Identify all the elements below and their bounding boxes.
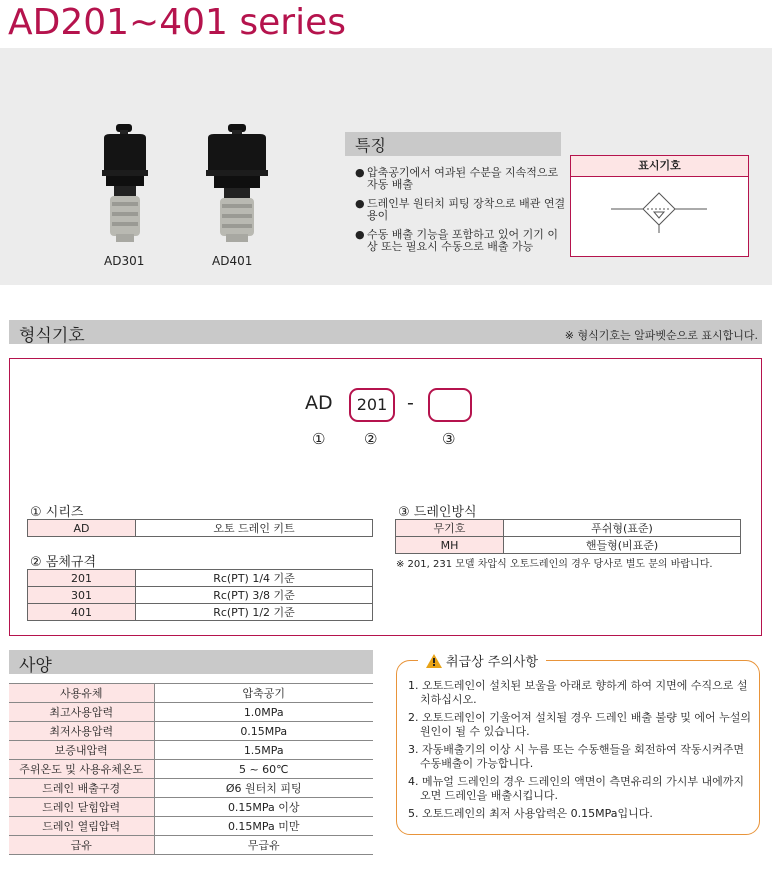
bullet-icon: ● — [355, 228, 365, 241]
product-label-ad401: AD401 — [212, 254, 253, 268]
caution-item: 3. 자동배출기의 이상 시 누름 또는 수동핸들을 회전하여 작동시켜주면 수동배출이 가능합니다. — [408, 743, 744, 770]
feature-item: ● 압축공기에서 여과된 수분을 지속적으로 자동 배출 — [355, 166, 559, 191]
table-row — [9, 817, 373, 836]
body-size-code: 301 — [28, 587, 136, 604]
body-size-code: 401 — [28, 604, 136, 621]
drain-type-code: MH — [396, 537, 504, 554]
table-row — [9, 779, 373, 798]
spec-table — [9, 683, 373, 855]
table-row — [9, 722, 373, 741]
series-title: ① 시리즈 — [30, 505, 84, 520]
spec-key: 급유 — [9, 836, 154, 855]
body-size-table — [27, 569, 373, 621]
spec-value: 0.15MPa 미만 — [154, 817, 373, 836]
product-image-ad301 — [96, 124, 154, 248]
drain-type-desc: 푸쉬형(표준) — [504, 520, 741, 537]
drain-type-note: ※ 201, 231 모델 차압식 오토드레인의 경우 당사로 별도 문의 바랍니다. — [396, 559, 713, 570]
body-size-desc: Rc(PT) 1/4 기준 — [136, 570, 373, 587]
model-code-drain-box — [428, 388, 472, 422]
table-row — [9, 741, 373, 760]
spec-value: 1.0MPa — [154, 703, 373, 722]
model-section-header: 형식기호 — [9, 320, 762, 344]
symbol-header: 표시기호 — [571, 156, 748, 177]
model-code-body-box: 201 — [349, 388, 395, 422]
spec-value: 0.15MPa 이상 — [154, 798, 373, 817]
table-row — [9, 760, 373, 779]
table-row — [28, 604, 373, 621]
caution-item: 2. 오토드레인이 기울어져 설치될 경우 드레인 배출 불량 및 에어 누설의 원인이 될 수 있습니다. — [408, 711, 751, 738]
caution-title: 취급상 주의사항 — [418, 651, 546, 670]
caution-item: 1. 오토드레인이 설치된 보울을 아래로 향하게 하여 지면에 수직으로 설치하십시오. — [408, 679, 748, 706]
series-table — [27, 519, 373, 537]
spec-key: 주위온도 및 사용유체온도 — [9, 760, 154, 779]
spec-key: 드레인 배출구경 — [9, 779, 154, 798]
product-image-ad401 — [204, 124, 270, 248]
table-row — [9, 703, 373, 722]
table-row — [396, 520, 741, 537]
spec-key: 드레인 열림압력 — [9, 817, 154, 836]
series-desc: 오토 드레인 키트 — [136, 520, 373, 537]
spec-value: 5 ~ 60℃ — [154, 760, 373, 779]
caution-item: 5. 오토드레인의 최저 사용압력은 0.15MPa입니다. — [408, 807, 653, 820]
spec-value: Ø6 원터치 피팅 — [154, 779, 373, 798]
body-size-code: 201 — [28, 570, 136, 587]
model-num-2: ② — [364, 430, 378, 448]
spec-value: 압축공기 — [154, 684, 373, 703]
spec-key: 드레인 닫힘압력 — [9, 798, 154, 817]
model-num-1: ① — [312, 430, 326, 448]
model-note: ※ 형식기호는 알파벳순으로 표시합니다. — [564, 329, 758, 342]
drain-type-table — [395, 519, 741, 554]
table-row — [28, 520, 373, 537]
series-code: AD — [28, 520, 136, 537]
spec-key: 최고사용압력 — [9, 703, 154, 722]
spec-section-header: 사양 — [9, 650, 373, 674]
features-header: 특징 — [345, 132, 561, 156]
page-title: AD201~401 series — [8, 2, 346, 43]
body-size-desc: Rc(PT) 1/2 기준 — [136, 604, 373, 621]
feature-item: ● 드레인부 원터치 피팅 장착으로 배관 연결 용이 — [355, 197, 566, 222]
drain-type-title: ③ 드레인방식 — [398, 505, 477, 520]
spec-key: 최저사용압력 — [9, 722, 154, 741]
table-row — [28, 570, 373, 587]
body-size-title: ② 몸체규격 — [30, 555, 97, 570]
spec-key: 사용유체 — [9, 684, 154, 703]
model-code-prefix: AD — [305, 392, 333, 414]
drain-type-code: 무기호 — [396, 520, 504, 537]
warning-icon — [426, 654, 442, 668]
spec-value: 무급유 — [154, 836, 373, 855]
model-num-3: ③ — [442, 430, 456, 448]
product-label-ad301: AD301 — [104, 254, 145, 268]
symbol-box — [570, 155, 749, 257]
model-code-dash: - — [407, 392, 414, 414]
table-row — [9, 836, 373, 855]
table-row — [396, 537, 741, 554]
spec-key: 보증내압력 — [9, 741, 154, 760]
caution-item: 4. 메뉴얼 드레인의 경우 드레인의 액면이 측면유리의 가시부 내에까지 오면 드레인을 배출시킵니다. — [408, 775, 744, 802]
bullet-icon: ● — [355, 197, 365, 210]
spec-value: 1.5MPa — [154, 741, 373, 760]
table-row — [9, 798, 373, 817]
feature-item: ● 수동 배출 기능을 포함하고 있어 기기 이상 또는 필요시 수동으로 배출 가능 — [355, 228, 558, 253]
table-row — [9, 684, 373, 703]
drain-symbol-icon — [571, 177, 748, 256]
drain-type-desc: 핸들형(비표준) — [504, 537, 741, 554]
caution-list — [408, 679, 753, 825]
table-row — [28, 587, 373, 604]
spec-value: 0.15MPa — [154, 722, 373, 741]
bullet-icon: ● — [355, 166, 365, 179]
body-size-desc: Rc(PT) 3/8 기준 — [136, 587, 373, 604]
